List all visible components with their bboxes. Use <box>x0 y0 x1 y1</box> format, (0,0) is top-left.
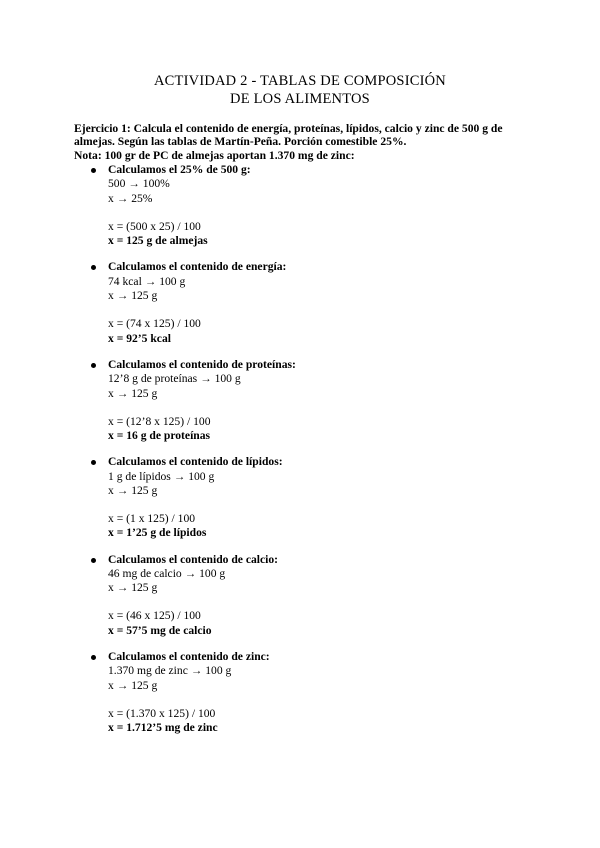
proportion-line-1: 500 → 100% <box>108 177 170 191</box>
calculation-item <box>0 358 600 455</box>
proportion-line-1: 1 g de lípidos → 100 g <box>108 469 215 483</box>
bullet-icon <box>91 558 96 563</box>
proportion-line-1: 1.370 mg de zinc → 100 g <box>108 664 232 678</box>
result-line: x = 57’5 mg de calcio <box>108 623 212 637</box>
calculation-item <box>0 260 600 357</box>
result-line: x = 1.712’5 mg de zinc <box>108 721 218 735</box>
calculation-heading: Calculamos el 25% de 500 g: <box>108 163 251 176</box>
spacer <box>108 693 270 707</box>
bullet-icon <box>91 363 96 368</box>
calculation-heading: Calculamos el contenido de calcio: <box>108 552 279 566</box>
result-line: x = 1’25 g de lípidos <box>108 526 207 540</box>
formula-line: x = (46 x 125) / 100 <box>108 609 201 623</box>
result-line: x = 125 g de almejas <box>108 234 208 248</box>
calculation-heading: Calculamos el contenido de zinc: <box>108 649 270 663</box>
formula-line: x = (1 x 125) / 100 <box>108 511 196 525</box>
spacer <box>108 596 278 610</box>
calculation-heading: Calculamos el contenido de energía: <box>108 260 287 274</box>
result-line: x = 16 g de proteínas <box>108 429 211 442</box>
calculation-item <box>0 455 600 552</box>
calculation-block <box>108 260 286 346</box>
formula-line: x = (74 x 125) / 100 <box>108 317 201 331</box>
exercise-note: Nota: 100 gr de PC de almejas aportan 1.370 mg de zinc: <box>74 148 355 162</box>
proportion-line-1: 46 mg de calcio → 100 g <box>108 566 226 580</box>
bullet-icon <box>91 655 96 660</box>
calculation-heading: Calculamos el contenido de proteínas: <box>108 357 296 371</box>
spacer <box>108 304 286 318</box>
bullet-icon <box>91 265 96 270</box>
proportion-line-2: x → 125 g <box>108 581 158 595</box>
calculation-item <box>0 650 600 747</box>
calculation-block <box>108 163 251 249</box>
calculation-block <box>108 358 296 444</box>
spacer <box>108 401 296 415</box>
proportion-line-2: x → 125 g <box>108 386 158 400</box>
exercise-statement: Ejercicio 1: Calcula el contenido de energía, proteínas, lípidos, calcio y zinc de 500 g de almejas. Según las tablas de Martín-Peña. Porción comestible 25%. <box>74 122 503 149</box>
title-line-2: DE LOS ALIMENTOS <box>230 91 370 107</box>
calculation-list <box>0 163 600 747</box>
spacer <box>108 206 251 220</box>
formula-line: x = (1.370 x 125) / 100 <box>108 706 216 720</box>
bullet-icon <box>91 168 96 173</box>
proportion-line-1: 12’8 g de proteínas → 100 g <box>108 372 241 386</box>
proportion-line-2: x → 25% <box>108 191 153 205</box>
proportion-line-2: x → 125 g <box>108 678 158 692</box>
calculation-block <box>108 650 270 736</box>
calculation-block <box>108 553 278 639</box>
bullet-icon <box>91 460 96 465</box>
spacer <box>108 498 283 512</box>
calculation-item <box>0 163 600 260</box>
proportion-line-2: x → 125 g <box>108 289 158 303</box>
calculation-block <box>108 455 283 541</box>
calculation-item <box>0 553 600 650</box>
result-line: x = 92’5 kcal <box>108 331 171 345</box>
proportion-line-2: x → 125 g <box>108 483 158 497</box>
title-line-1: ACTIVIDAD 2 - TABLAS DE COMPOSICIÓN <box>154 73 446 89</box>
exercise-intro <box>74 122 534 162</box>
formula-line: x = (500 x 25) / 100 <box>108 219 201 233</box>
proportion-line-1: 74 kcal → 100 g <box>108 274 186 288</box>
calculation-heading: Calculamos el contenido de lípidos: <box>108 455 283 469</box>
document-title <box>0 72 600 108</box>
formula-line: x = (12’8 x 125) / 100 <box>108 414 211 428</box>
